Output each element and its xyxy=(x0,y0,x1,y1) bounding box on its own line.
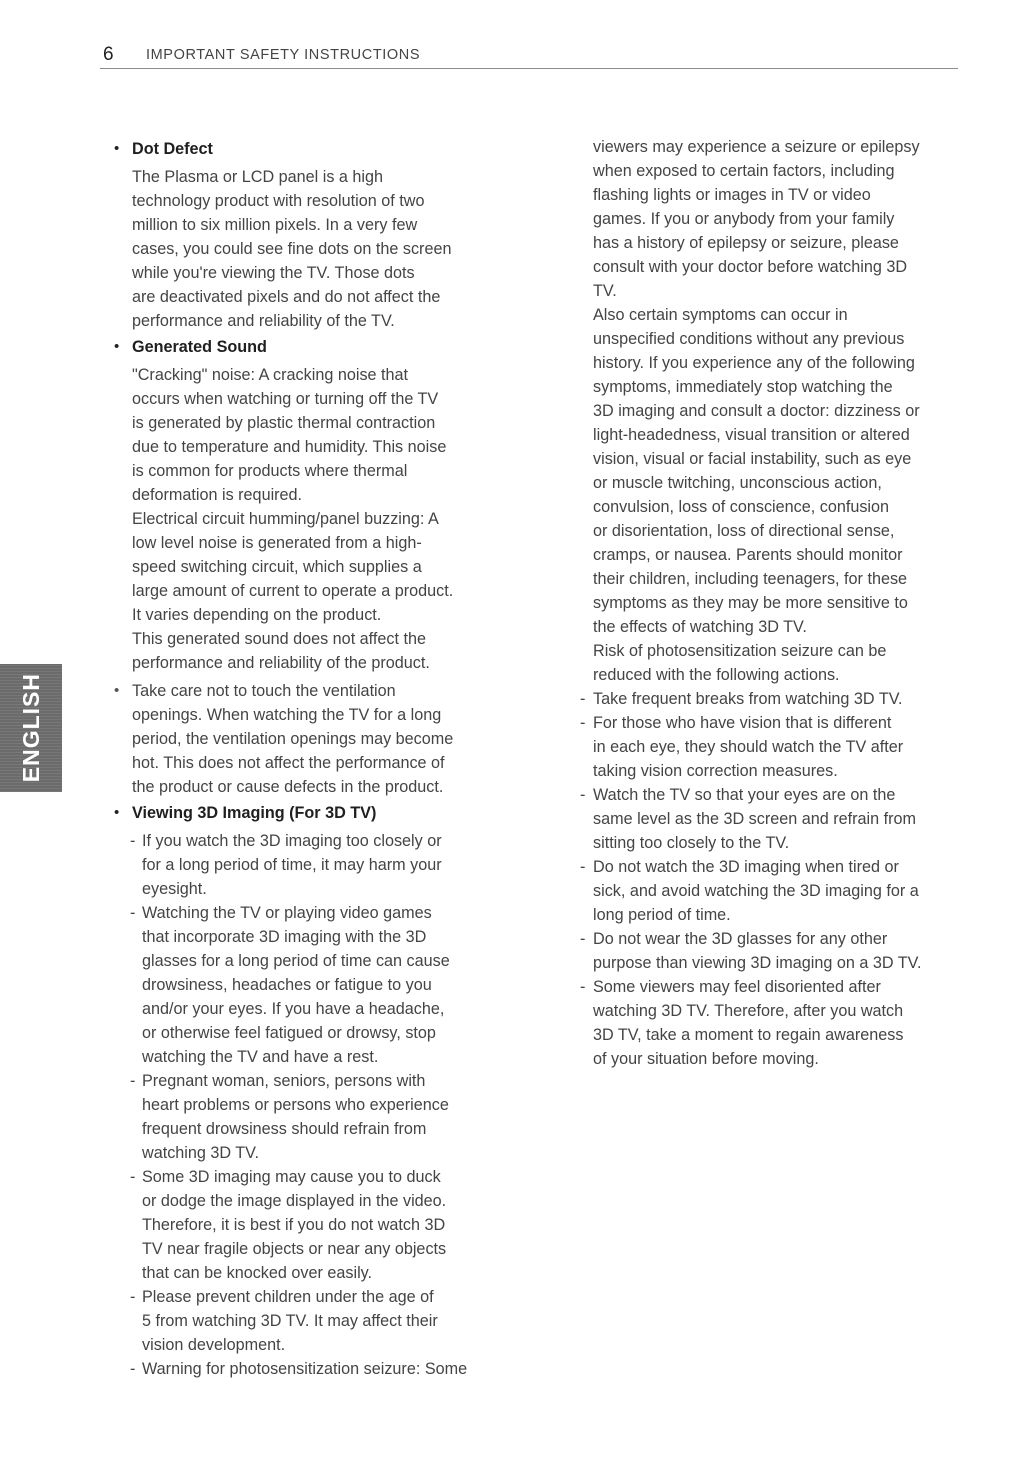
text-line: sick, and avoid watching the 3D imaging for a xyxy=(593,882,919,900)
text-line: openings. When watching the TV for a long xyxy=(132,706,442,724)
text-line: Electrical circuit humming/panel buzzing: A xyxy=(132,510,439,528)
text-line: when exposed to certain factors, including xyxy=(593,162,895,180)
text-line: flashing lights or images in TV or video xyxy=(593,186,871,204)
text-line: or muscle twitching, unconscious action, xyxy=(593,474,882,492)
bullet-icon: • xyxy=(114,140,120,157)
text-line: Do not wear the 3D glasses for any other xyxy=(593,930,888,948)
text-line: glasses for a long period of time can cause xyxy=(142,952,450,970)
text-line: For those who have vision that is different xyxy=(593,714,892,732)
dash-marker: - xyxy=(130,1288,136,1306)
dash-marker: - xyxy=(580,786,586,804)
text-line: Pregnant woman, seniors, persons with xyxy=(142,1072,426,1090)
text-line: frequent drowsiness should refrain from xyxy=(142,1120,427,1138)
text-line: is common for products where thermal xyxy=(132,462,408,480)
text-line: Please prevent children under the age of xyxy=(142,1288,434,1306)
text-line: is generated by plastic thermal contraction xyxy=(132,414,436,432)
text-line: vision development. xyxy=(142,1336,286,1354)
text-line: history. If you experience any of the following xyxy=(593,354,915,372)
text-line: watching the TV and have a rest. xyxy=(142,1048,379,1066)
text-line: same level as the 3D screen and refrain from xyxy=(593,810,916,828)
text-line: Do not watch the 3D imaging when tired or xyxy=(593,858,899,876)
text-line: or disorientation, loss of directional sense, xyxy=(593,522,895,540)
text-line: symptoms, immediately stop watching the xyxy=(593,378,893,396)
dash-marker: - xyxy=(580,858,586,876)
dash-marker: - xyxy=(580,714,586,732)
text-line: Watching the TV or playing video games xyxy=(142,904,432,922)
text-line: performance and reliability of the TV. xyxy=(132,312,395,330)
text-line: symptoms as they may be more sensitive to xyxy=(593,594,908,612)
text-line: the effects of watching 3D TV. xyxy=(593,618,807,636)
text-line: 3D TV, take a moment to regain awareness xyxy=(593,1026,904,1044)
text-line: Warning for photosensitization seizure: Some xyxy=(142,1360,468,1378)
dot-defect-body xyxy=(112,165,512,333)
language-tab-label: ENGLISH xyxy=(17,673,44,783)
text-line: games. If you or anybody from your family xyxy=(593,210,895,228)
text-line: million to six million pixels. In a very few xyxy=(132,216,418,234)
text-line: large amount of current to operate a product. xyxy=(132,582,454,600)
dash-marker: - xyxy=(130,1168,136,1186)
text-line: for a long period of time, it may harm your xyxy=(142,856,442,874)
text-line: deformation is required. xyxy=(132,486,303,504)
text-line: Some 3D imaging may cause you to duck xyxy=(142,1168,441,1186)
text-line: their children, including teenagers, for these xyxy=(593,570,908,588)
dash-marker: - xyxy=(580,690,586,708)
text-line: watching 3D TV. Therefore, after you watch xyxy=(593,1002,904,1020)
text-line: Some viewers may feel disoriented after xyxy=(593,978,881,996)
dash-marker: - xyxy=(130,904,136,922)
text-line: speed switching circuit, which supplies a xyxy=(132,558,422,576)
text-line: light-headedness, visual transition or altered xyxy=(593,426,910,444)
text-line: due to temperature and humidity. This noise xyxy=(132,438,447,456)
list-item xyxy=(112,1285,512,1357)
text-line: heart problems or persons who experience xyxy=(142,1096,449,1114)
text-line: while you're viewing the TV. Those dots xyxy=(132,264,415,282)
text-line: the product or cause defects in the product. xyxy=(132,778,444,796)
text-line: low level noise is generated from a high- xyxy=(132,534,422,552)
text-line: drowsiness, headaches or fatigue to you xyxy=(142,976,432,994)
list-item xyxy=(580,687,965,711)
list-item xyxy=(112,1357,512,1381)
text-line: This generated sound does not affect the xyxy=(132,630,426,648)
text-line: period, the ventilation openings may become xyxy=(132,730,454,748)
text-line: taking vision correction measures. xyxy=(593,762,838,780)
dash-marker: - xyxy=(130,1072,136,1090)
list-item xyxy=(580,975,965,1071)
ventilation-note xyxy=(112,679,512,799)
text-line: reduced with the following actions. xyxy=(593,666,840,684)
text-line: and/or your eyes. If you have a headache, xyxy=(142,1000,445,1018)
text-line: long period of time. xyxy=(593,906,731,924)
text-line: If you watch the 3D imaging too closely or xyxy=(142,832,442,850)
list-item xyxy=(112,1165,512,1285)
text-line: sitting too closely to the TV. xyxy=(593,834,790,852)
dash-marker: - xyxy=(130,1360,136,1378)
text-line: watching 3D TV. xyxy=(142,1144,259,1162)
bullet-icon: • xyxy=(114,804,120,821)
text-line: TV. xyxy=(593,282,617,300)
text-line: are deactivated pixels and do not affect the xyxy=(132,288,441,306)
list-item xyxy=(580,855,965,927)
text-line: viewers may experience a seizure or epilepsy xyxy=(593,138,920,156)
language-tab xyxy=(0,664,62,792)
text-line: purpose than viewing 3D imaging on a 3D TV. xyxy=(593,954,922,972)
bullet-icon: • xyxy=(114,338,120,355)
continued-paragraph xyxy=(580,135,965,687)
text-line: convulsion, loss of conscience, confusion xyxy=(593,498,890,516)
page-header xyxy=(100,42,958,69)
text-line: Take frequent breaks from watching 3D TV. xyxy=(593,690,903,708)
list-item xyxy=(580,927,965,975)
header-title: IMPORTANT SAFETY INSTRUCTIONS xyxy=(146,47,421,63)
text-line: cases, you could see fine dots on the screen xyxy=(132,240,452,258)
text-line: consult with your doctor before watching 3D xyxy=(593,258,908,276)
section-heading-viewing-3d xyxy=(112,801,512,825)
text-line: in each eye, they should watch the TV after xyxy=(593,738,904,756)
text-line: technology product with resolution of two xyxy=(132,192,425,210)
section-heading-generated-sound xyxy=(112,335,512,359)
text-line: hot. This does not affect the performance of xyxy=(132,754,445,772)
text-line: has a history of epilepsy or seizure, please xyxy=(593,234,899,252)
text-line: Watch the TV so that your eyes are on the xyxy=(593,786,896,804)
text-line: Also certain symptoms can occur in xyxy=(593,306,848,324)
text-line: that incorporate 3D imaging with the 3D xyxy=(142,928,427,946)
section-title: Viewing 3D Imaging (For 3D TV) xyxy=(132,804,377,822)
text-line: Therefore, it is best if you do not watch 3D xyxy=(142,1216,446,1234)
section-title: Generated Sound xyxy=(132,338,267,356)
text-line: 3D imaging and consult a doctor: dizziness or xyxy=(593,402,920,420)
list-item xyxy=(112,901,512,1069)
text-line: unspecified conditions without any previous xyxy=(593,330,905,348)
text-line: performance and reliability of the product. xyxy=(132,654,430,672)
text-line: It varies depending on the product. xyxy=(132,606,382,624)
text-line: or dodge the image displayed in the video. xyxy=(142,1192,447,1210)
dash-marker: - xyxy=(580,930,586,948)
generated-sound-body xyxy=(112,363,512,675)
bullet-icon: • xyxy=(114,682,120,699)
list-item xyxy=(112,1069,512,1165)
text-line: cramps, or nausea. Parents should monitor xyxy=(593,546,903,564)
text-line: "Cracking" noise: A cracking noise that xyxy=(132,366,409,384)
dash-marker: - xyxy=(580,978,586,996)
text-line: vision, visual or facial instability, such as eye xyxy=(593,450,912,468)
text-line: Risk of photosensitization seizure can be xyxy=(593,642,887,660)
text-line: Take care not to touch the ventilation xyxy=(132,682,396,700)
section-title: Dot Defect xyxy=(132,140,213,158)
list-item xyxy=(580,711,965,783)
section-heading-dot-defect xyxy=(112,137,512,161)
text-line: that can be knocked over easily. xyxy=(142,1264,373,1282)
text-line: The Plasma or LCD panel is a high xyxy=(132,168,384,186)
right-column xyxy=(580,135,965,1071)
text-line: 5 from watching 3D TV. It may affect their xyxy=(142,1312,438,1330)
text-line: eyesight. xyxy=(142,880,207,898)
dash-marker: - xyxy=(130,832,136,850)
text-line: or otherwise feel fatigued or drowsy, stop xyxy=(142,1024,436,1042)
list-item xyxy=(112,829,512,901)
list-item xyxy=(580,783,965,855)
text-line: occurs when watching or turning off the TV xyxy=(132,390,439,408)
left-column xyxy=(112,135,512,1381)
text-line: of your situation before moving. xyxy=(593,1050,819,1068)
page-number: 6 xyxy=(103,44,114,65)
text-line: TV near fragile objects or near any objects xyxy=(142,1240,447,1258)
